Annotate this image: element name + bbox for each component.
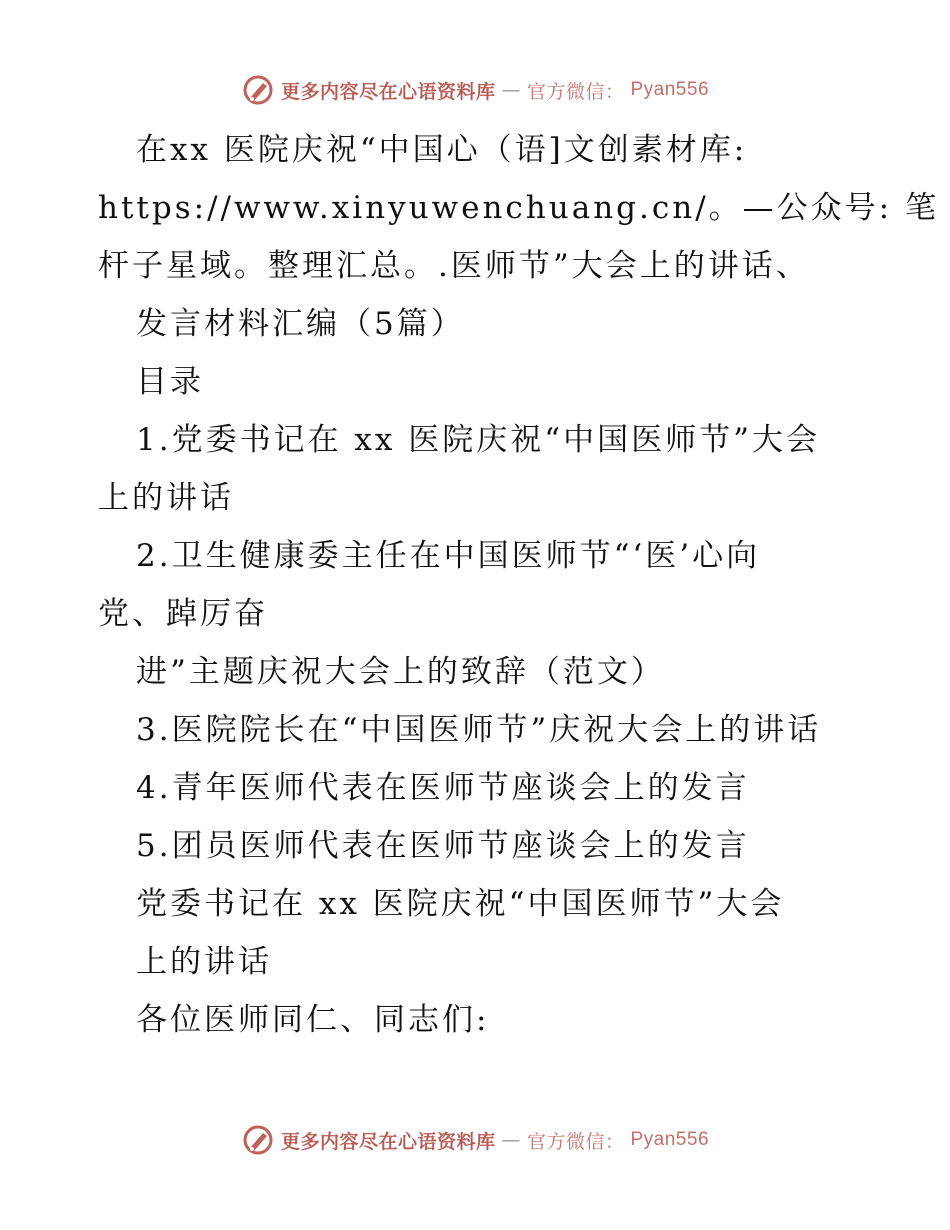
section-title-cont: 上的讲话	[136, 944, 272, 980]
title-line-4: 发言材料汇编（5篇）	[136, 306, 465, 342]
toc-item-3: 3.医院院长在“中国医师节”庆祝大会上的讲话	[136, 712, 822, 748]
salutation: 各位医师同仁、同志们:	[136, 1002, 490, 1038]
toc-heading: 目录	[136, 364, 204, 400]
watermark-main-text: 更多内容尽在心语资料库	[280, 80, 496, 103]
watermark-wechat-id: Pyan556	[630, 79, 710, 100]
pen-logo-icon	[241, 1123, 275, 1157]
toc-item-2-cont: 党、踔厉奋	[98, 596, 268, 632]
header-watermark	[0, 70, 950, 110]
watermark-separator: —	[501, 1129, 521, 1151]
watermark-wechat-label: 官方微信：	[526, 80, 625, 103]
watermark-wechat-id: Pyan556	[630, 1129, 710, 1150]
toc-item-1: 1.党委书记在 xx 医院庆祝“中国医师节”大会	[136, 422, 820, 458]
toc-item-5: 5.团员医师代表在医师节座谈会上的发言	[136, 828, 750, 864]
watermark-separator: —	[501, 79, 521, 101]
watermark-wechat-label: 官方微信：	[526, 1130, 625, 1153]
footer-watermark	[0, 1120, 950, 1160]
watermark-main-text: 更多内容尽在心语资料库	[280, 1130, 496, 1153]
title-line-2: https://www.xinyuwenchuang.cn/。—公众号: 笔	[98, 190, 939, 226]
toc-item-4: 4.青年医师代表在医师节座谈会上的发言	[136, 770, 750, 806]
section-title: 党委书记在 xx 医院庆祝“中国医师节”大会	[136, 886, 785, 922]
toc-item-2-cont2: 进”主题庆祝大会上的致辞（范文）	[136, 654, 665, 690]
title-line-1: 在xx 医院庆祝“中国心（语]文创素材库:	[136, 132, 748, 168]
pen-logo-icon	[241, 73, 275, 107]
title-line-3: 杆子星域。整理汇总。.医师节”大会上的讲话、	[98, 248, 810, 284]
toc-item-2: 2.卫生健康委主任在中国医师节“‘医’心向	[136, 538, 761, 574]
toc-item-1-cont: 上的讲话	[98, 480, 234, 516]
